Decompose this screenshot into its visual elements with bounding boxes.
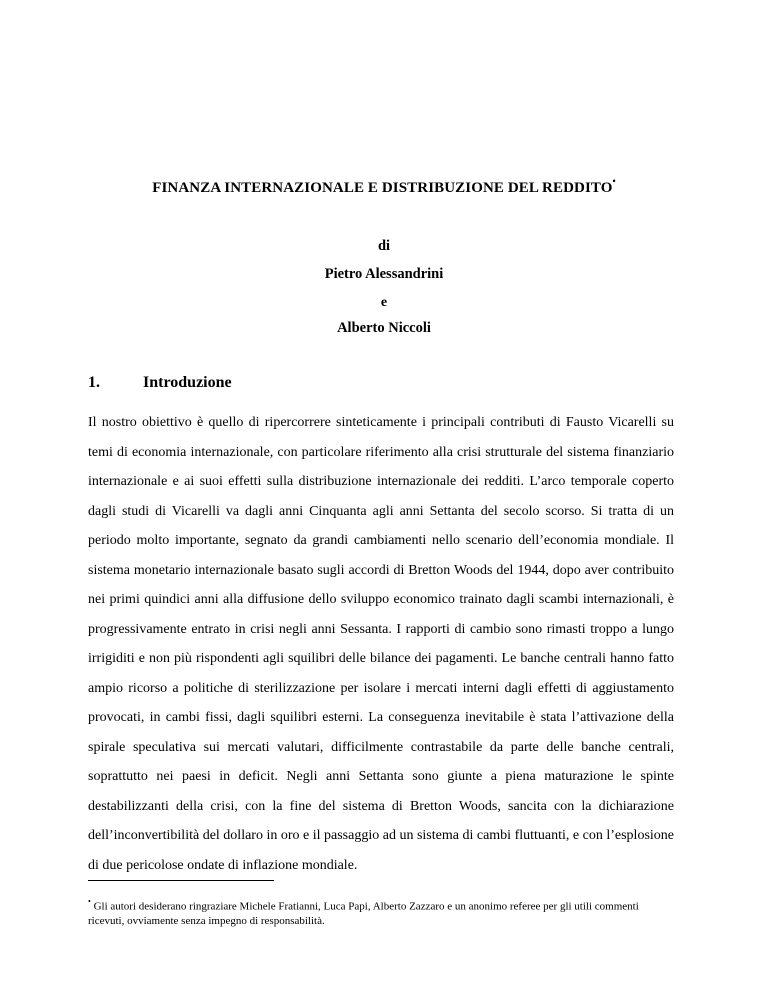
- byline-conjunction: e: [380, 295, 388, 310]
- footnote-divider: [88, 880, 274, 881]
- section-heading: [88, 374, 232, 392]
- footnote: [88, 896, 674, 929]
- author-name-2: Alberto Niccoli: [337, 320, 431, 336]
- section-number: 1.: [88, 374, 100, 391]
- author-name-1: Pietro Alessandrini: [324, 266, 444, 282]
- title-footnote-marker: •: [612, 176, 616, 186]
- footnote-marker: •: [88, 897, 91, 906]
- paper-title: [60, 178, 708, 197]
- section-title: Introduzione: [143, 374, 232, 391]
- paper-title-text: FINANZA INTERNAZIONALE E DISTRIBUZIONE DEL REDDITO: [152, 180, 613, 196]
- byline-di: di: [377, 238, 391, 254]
- body-paragraph: Il nostro obiettivo è quello di ripercorrere sinteticamente i principali contributi di Fausto Vicarelli su temi di economia internazionale, con particolare riferimento alla crisi strutturale del sistema finanziario internazionale e ai suoi effetti sulla distribuzione internazionale dei redditi. L’arco temporale coperto dagli studi di Vicarelli va dagli anni Cinquanta agli anni Settanta del secolo scorso. Si tratta di un periodo molto importante, segnato da grandi cambiamenti nello scenario dell’economia mondiale. Il sistema monetario internazionale basato sugli accordi di Bretton Woods del 1944, dopo aver contribuito nei primi quindici anni alla diffusione dello sviluppo economico trainato dagli scambi internazionali, è progressivamente entrato in crisi negli anni Sessanta. I rapporti di cambio sono rimasti troppo a lungo irrigiditi e non più rispondenti agli squilibri delle bilance dei pagamenti. Le banche centrali hanno fatto ampio ricorso a politiche di sterilizzazione per isolare i mercati interni dagli effetti di aggiustamento provocati, in cambi fissi, dagli squilibri esterni. La conseguenza inevitabile è stata l’attivazione della spirale speculativa sui mercati valutari, difficilmente contrastabile da parte delle banche centrali, soprattutto nei paesi in deficit. Negli anni Settanta sono giunte a piena maturazione le spinte destabilizzanti della crisi, con la fine del sistema di Bretton Woods, sancita con la dichiarazione dell’inconvertibilità del dollaro in oro e il passaggio ad un sistema di cambi fluttuanti, e con l’esplosione di due pericolose ondate di inflazione mondiale.: [88, 415, 674, 873]
- footnote-text: Gli autori desiderano ringraziare Michele Fratianni, Luca Papi, Alberto Zazzaro e un anonimo referee per gli utili commenti ricevuti, ovviamente senza impegno di responsabilità.: [88, 900, 639, 928]
